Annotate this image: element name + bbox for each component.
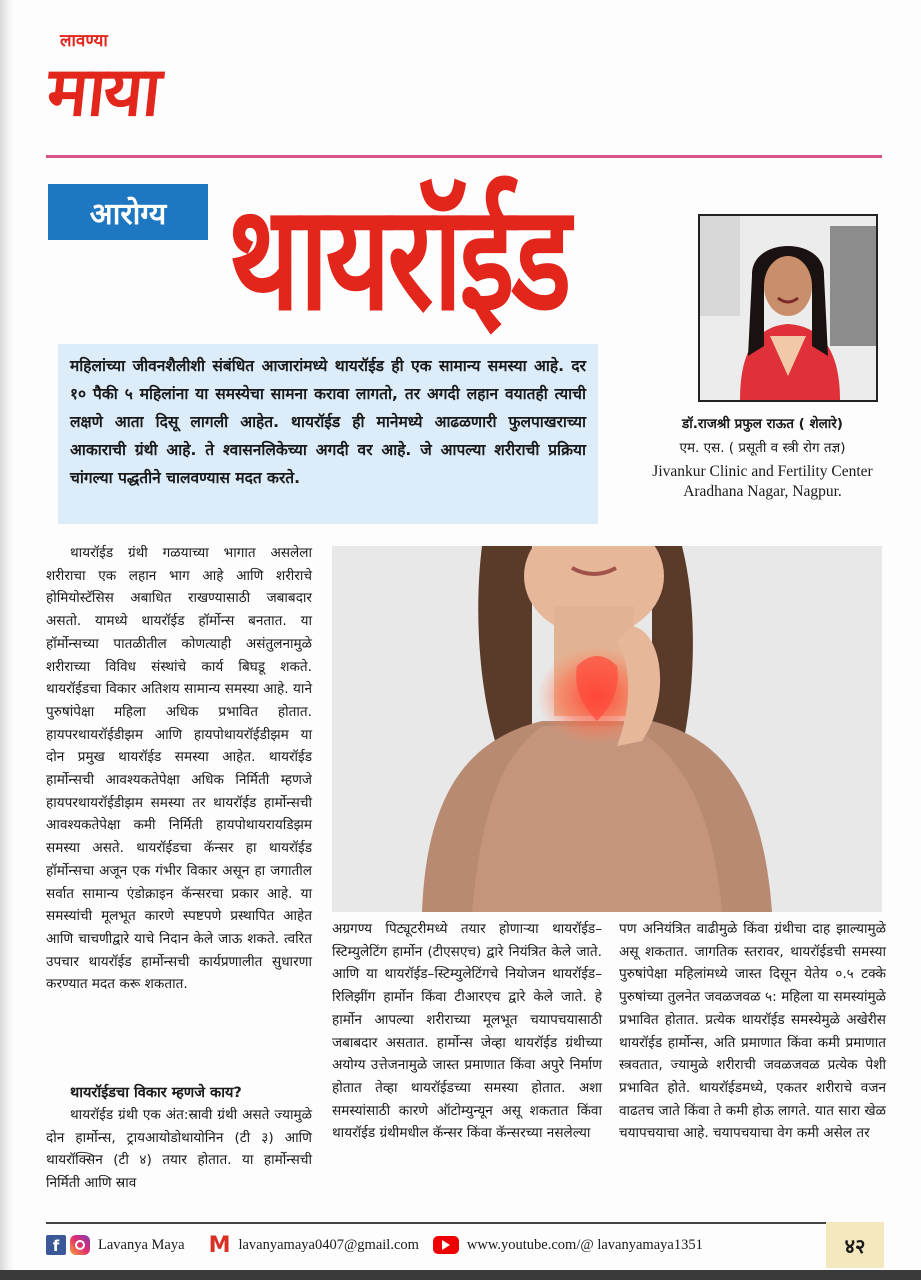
facebook-icon[interactable]: f [46,1235,66,1255]
intro-box: महिलांच्या जीवनशैलीशी संबंधित आजारांमध्ये थायरॉईड ही एक सामान्य समस्या आहे. दर १० पैकी ५ महिलांना या समस्येचा सामना करावा लागतो, तर अगदी लहान वयातही त्याची लक्षणे आता दिसू लागली आहेत. थायरॉईड ही मानेमध्ये आढळणारी फुलपाखराच्या आकाराची ग्रंथी आहे. ते श्वासनलिकेच्या अगदी वर आहे. जे आपल्या शरीराची प्रक्रिया चांगल्या पद्धतीने चालवण्यास मदत करते. [58,344,598,524]
article-column-3: पण अनियंत्रित वाढीमुळे किंवा ग्रंथीचा दाह झाल्यामुळे असू शकतात. जागतिक स्तरावर, थायरॉईडची समस्या पुरुषांपेक्षा महिलांमध्ये जास्त दिसून येतेय ०.५ टक्के पुरुषांच्या तुलनेत जवळजवळ ५: महिला या समस्यांमुळे प्रभावित होतात. प्रत्येक थायरॉईड समस्येमुळे अखेरीस थायरॉईड हार्मोन्स, अति प्रमाणात किंवा कमी प्रमाणात स्त्रवतात, ज्यामुळे शरीराची जवळजवळ प्रत्येक पेशी प्रभावित होते. थायरॉईडमध्ये, एकतर शरीराचे वजन वाढतच जाते किंवा ते कमी होऊ लागते. यात सारा खेळ चयापचयाचा आहे. चयापचयाचा वेग कमी असेल तर [619,921,886,1142]
author-clinic [630,462,895,502]
author-name: डॉ.राजश्री प्रफुल राऊत ( शेलारे) [682,416,843,432]
page-bottom-edge [0,1270,921,1280]
footer-bar [46,1230,882,1260]
footer-divider [46,1222,882,1224]
article-column-2: अग्रगण्य पिट्यूटरीमध्ये तयार होणाऱ्या थायरॉईड–स्टिम्युलेटिंग हार्मोन (टीएसएच) द्वारे नियंत्रित केले जाते. आणि या थायरॉईड–स्टिम्युलेटिंगचे नियोजन थायरॉईड–रिलिझींग हार्मोन किंवा टीआरएच द्वारे केले जाते. हे हार्मोन आपल्या शरीराच्या मूलभूत चयापचयासाठी जबाबदार असतात. हार्मोन्स जेव्हा थायरॉईड ग्रंथीच्या अयोग्य उत्तेजनामुळे जास्त प्रमाणात किंवा अपुरे निर्माण होतात तेव्हा थायरॉईडच्या समस्या होतात. अशा समस्यांसाठी कारणे ऑटोम्युन्यून असू शकतात किंवा थायरॉईड ग्रंथीमधील कॅन्सर किंवा कॅन्सरच्या नसलेल्या [332,921,602,1142]
youtube-icon[interactable] [433,1236,459,1254]
article-photo [332,546,882,912]
social-handle[interactable]: Lavanya Maya [98,1236,185,1253]
author-degree: एम. एस. ( प्रसूती व स्त्री रोग तज्ञ) [679,440,846,456]
header-divider [46,155,882,158]
logo-big-text: माया [43,52,164,132]
clinic-name: Jivankur Clinic and Fertility Center [652,463,873,480]
column-1b-text: थायरॉईड ग्रंथी एक अंत:स्रावी ग्रंथी असते ज्यामुळे दोन हार्मोन्स, ट्रायआयोडोथायोनिन (टी ३) आणि थायरॉक्सिन (टी ४) तयार होतात. या हार्मोन्सची निर्मिती आणि स्राव [46,1107,312,1192]
email-address[interactable]: lavanyamaya0407@gmail.com [238,1236,419,1253]
page-number: ४२ [826,1222,884,1268]
logo-small-text: लावण्या [60,31,108,51]
article-headline: थायरॉईड [228,174,569,344]
gmail-icon[interactable]: M [208,1232,231,1258]
column-1-text: थायरॉईड ग्रंथी गळयाच्या भागात असलेला शरीराचा एक लहान भाग आहे आणि शरीराचे होमियोस्टॅसिस अबाधित राखण्यासाठी जबाबदार असतो. यामध्ये थायरॉईड हॉर्मोन्स बनतात. या हॉर्मोन्सच्या पातळीतील कोणत्याही असंतुलनामुळे शरीराच्या विविध संस्थांचे कार्य बिघडू शकते. थायरॉईडचा विकार अतिशय सामान्य समस्या आहे. याने पुरुषांपेक्षा महिला अधिक प्रभावित होतात. हायपरथायरॉईडीझम आणि हायपोथायरॉईडीझम या दोन प्रमुख थायरॉईड समस्या आहेत. थायरॉईड हार्मोन्सची आवश्यकतेपेक्षा अधिक निर्मिती म्हणजे हायपरथायरॉईडीझम समस्या तर थायरॉईड हार्मोन्सची आवश्यकतेपेक्षा कमी निर्मिती हायपोथायरायडिझम समस्या असते. थायरॉईडचा कॅन्सर हा थायरॉईड हॉर्मोन्सचा अजून एक गंभीर विकार असून हा जगातील सर्वात सामान्य एंडोक्राइन कॅन्सरचा प्रकार आहे. या समस्यांची मूलभूत कारणे स्पष्टपणे प्रस्थापित आहेत आणि चाचणीद्वारे याचे निदान केले जाऊ शकते. त्वरित उपचार थायरॉईड हार्मोन्सची कार्यप्रणालीत सुधारणा करण्यात मदत करू शकतात. [46,545,312,993]
section-tag: आरोग्य [48,184,208,240]
youtube-url[interactable]: www.youtube.com/@ lavanyamaya1351 [466,1236,703,1253]
author-photo [698,214,878,402]
page-binding-edge [0,0,14,1280]
article-column-1 [46,542,312,996]
clinic-address: Aradhana Nagar, Nagpur. [683,483,842,500]
subheading: थायरॉईडचा विकार म्हणजे काय? [70,1085,242,1101]
instagram-icon[interactable] [70,1235,90,1255]
article-column-1-continued [46,1104,312,1195]
magazine-logo [43,28,238,146]
